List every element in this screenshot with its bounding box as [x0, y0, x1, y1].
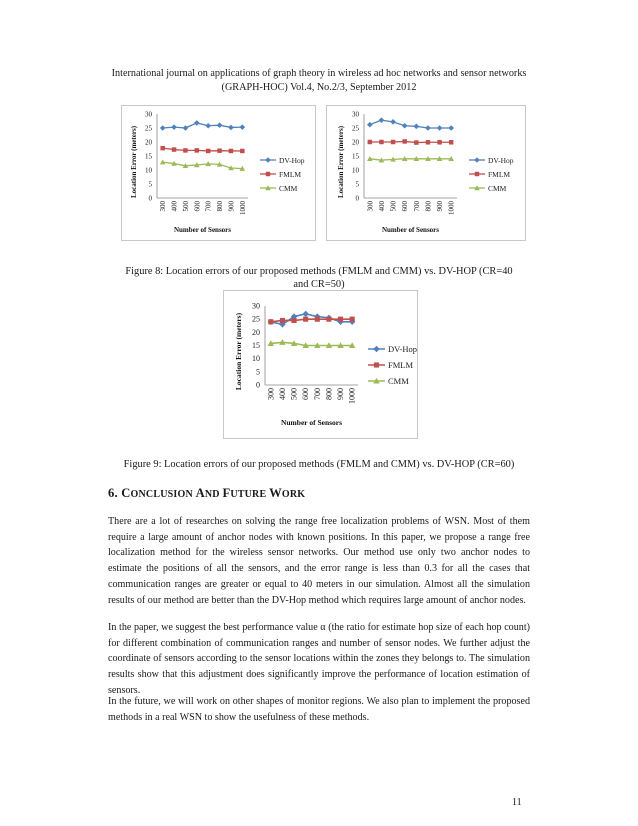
chart-svg: [224, 291, 417, 438]
x-tick-label: 700: [204, 201, 213, 212]
x-tick-label: 900: [436, 201, 445, 212]
y-tick-label: 25: [352, 124, 359, 133]
data-point-fmlm: [338, 317, 343, 322]
legend-label-dvhop: DV-Hop: [388, 344, 417, 354]
legend-marker-dvhop: [474, 157, 480, 163]
data-point-fmlm: [437, 140, 441, 144]
data-point-dvhop: [205, 123, 211, 129]
data-point-fmlm: [402, 139, 406, 143]
legend-label-fmlm: FMLM: [388, 360, 414, 370]
figure-8-caption-line-2: and CR=50): [293, 279, 345, 290]
figure-8-chart-right: [326, 105, 526, 241]
x-tick-label: 700: [312, 388, 322, 400]
data-point-fmlm: [414, 140, 418, 144]
data-point-fmlm: [217, 148, 221, 152]
data-point-fmlm: [195, 148, 199, 152]
paragraph-1: There are a lot of researches on solving the range free localization problems of WSN. Most of them require a large amount of anchor nodes with known positions. In this paper, we propose a range free localization method for the wireless sensor networks. Our method use only two anchor nodes to estimate the positions of all the sensors, and the error range is less than 0.3 for all the cases that communication ranges are greater or equal to 40 meters in our simulation. Almost all the simulation results of our method are better than the DV-Hop method which requires large amount of anchor nodes.: [108, 516, 530, 606]
chart-svg: [122, 106, 315, 240]
data-point-dvhop: [171, 124, 177, 130]
x-tick-label: 800: [424, 201, 433, 212]
y-tick-label: 20: [252, 327, 260, 337]
x-axis-title: Number of Sensors: [173, 226, 232, 234]
x-axis-title: Number of Sensors: [280, 418, 343, 427]
data-point-fmlm: [391, 140, 395, 144]
y-tick-label: 0: [355, 194, 359, 203]
x-tick-label: 400: [377, 201, 386, 212]
x-tick-label: 1000: [238, 201, 247, 215]
x-tick-label: 600: [401, 201, 410, 212]
data-point-fmlm: [303, 317, 308, 322]
legend-marker-fmlm: [475, 172, 479, 176]
y-tick-label: 30: [145, 110, 152, 119]
data-point-dvhop: [437, 125, 443, 131]
y-tick-label: 30: [252, 301, 260, 311]
legend-label-cmm: CMM: [279, 184, 298, 193]
y-tick-label: 10: [252, 354, 260, 364]
x-tick-label: 500: [289, 388, 299, 400]
running-header: [0, 67, 638, 95]
y-tick-label: 10: [352, 166, 359, 175]
section-number: 6.: [108, 486, 118, 500]
data-point-dvhop: [228, 125, 234, 131]
page-number: 11: [512, 797, 522, 808]
legend-marker-dvhop: [373, 346, 379, 352]
x-tick-label: 1000: [347, 388, 357, 404]
legend-marker-fmlm: [266, 172, 270, 176]
header-line-2: (GRAPH-HOC) Vol.4, No.2/3, September 2012: [221, 82, 417, 93]
data-point-fmlm: [280, 318, 285, 323]
figure-8-caption-line-1: Figure 8: Location errors of our proposed methods (FMLM and CMM) vs. DV-HOP (CR=40: [125, 266, 513, 277]
data-point-dvhop: [390, 119, 396, 125]
y-axis-title: Location Error (meters): [130, 125, 138, 199]
data-point-fmlm: [240, 149, 244, 153]
section-title: CONCLUSION AND FUTURE WORK: [121, 486, 306, 500]
y-tick-label: 20: [145, 138, 152, 147]
legend-label-cmm: CMM: [488, 184, 507, 193]
data-point-dvhop: [240, 124, 246, 130]
y-tick-label: 20: [352, 138, 359, 147]
y-axis-title: Location Error (meters): [337, 125, 345, 199]
figure-9-caption: [108, 458, 530, 471]
data-point-fmlm: [326, 317, 331, 322]
y-tick-label: 5: [148, 180, 152, 189]
data-point-fmlm: [368, 140, 372, 144]
x-tick-label: 300: [266, 388, 276, 400]
y-tick-label: 25: [145, 124, 152, 133]
y-tick-label: 5: [256, 367, 260, 377]
x-tick-label: 600: [301, 388, 311, 400]
x-tick-label: 300: [159, 201, 168, 212]
x-tick-label: 500: [181, 201, 190, 212]
x-tick-label: 900: [227, 201, 236, 212]
figure-9-caption-text: Figure 9: Location errors of our proposed methods (FMLM and CMM) vs. DV-HOP (CR=60): [123, 459, 515, 470]
data-point-fmlm: [379, 140, 383, 144]
legend-label-dvhop: DV-Hop: [279, 156, 305, 165]
x-tick-label: 800: [324, 388, 334, 400]
y-tick-label: 15: [352, 152, 359, 161]
data-point-dvhop: [425, 125, 431, 131]
x-tick-label: 300: [366, 201, 375, 212]
y-axis-title: Location Error (meters): [234, 312, 243, 391]
x-axis-title: Number of Sensors: [381, 226, 440, 234]
y-tick-label: 5: [355, 180, 359, 189]
data-point-dvhop: [414, 124, 420, 130]
legend-marker-fmlm: [374, 362, 379, 367]
data-point-fmlm: [268, 319, 273, 324]
figure-9-chart: [223, 290, 418, 439]
y-tick-label: 0: [256, 380, 260, 390]
data-point-fmlm: [292, 318, 297, 323]
paragraph-3: In the future, we will work on other shapes of monitor regions. We also plan to implement the proposed methods in a real WSN to show the usefulness of these methods.: [108, 696, 530, 723]
y-tick-label: 10: [145, 166, 152, 175]
x-tick-label: 400: [277, 388, 287, 400]
data-point-fmlm: [229, 149, 233, 153]
x-tick-label: 700: [412, 201, 421, 212]
x-tick-label: 600: [193, 201, 202, 212]
y-tick-label: 15: [252, 341, 260, 350]
y-tick-label: 30: [352, 110, 359, 119]
x-tick-label: 900: [336, 388, 346, 400]
section-heading: [108, 486, 305, 501]
x-tick-label: 400: [170, 201, 179, 212]
y-tick-label: 15: [145, 152, 152, 161]
data-point-fmlm: [350, 317, 355, 322]
paragraph-2: In the paper, we suggest the best performance value α (the ratio for estimate hop size of each hop count) for different combination of communication ranges and number of sensor nodes. We further adjust the coordinate of sensors according to the sensor locations within the zones they belongs to. The simulation results show that this adjustment does significantly improve the performance of location estimation of sensors.: [108, 622, 530, 696]
data-point-dvhop: [448, 125, 454, 131]
data-point-fmlm: [160, 146, 164, 150]
legend-label-dvhop: DV-Hop: [488, 156, 514, 165]
y-tick-label: 25: [252, 314, 260, 324]
data-point-dvhop: [302, 311, 308, 317]
legend-label-fmlm: FMLM: [488, 170, 511, 179]
figure-8-caption: [108, 265, 530, 291]
data-point-fmlm: [315, 317, 320, 322]
legend-label-fmlm: FMLM: [279, 170, 302, 179]
header-line-1: International journal on applications of graph theory in wireless ad hoc networks and sensor networks: [111, 68, 527, 79]
legend-marker-dvhop: [265, 157, 271, 163]
data-point-dvhop: [217, 122, 223, 128]
x-tick-label: 1000: [447, 201, 456, 215]
x-tick-label: 800: [216, 201, 225, 212]
data-point-fmlm: [206, 149, 210, 153]
chart-svg: [327, 106, 525, 240]
y-tick-label: 0: [148, 194, 152, 203]
data-point-dvhop: [160, 125, 166, 131]
legend-label-cmm: CMM: [388, 376, 409, 386]
data-point-fmlm: [172, 147, 176, 151]
figure-8-chart-left: [121, 105, 316, 241]
data-point-dvhop: [194, 120, 200, 126]
data-point-fmlm: [449, 140, 453, 144]
data-point-fmlm: [426, 140, 430, 144]
data-point-dvhop: [402, 123, 408, 129]
data-point-dvhop: [183, 125, 189, 131]
x-tick-label: 500: [389, 201, 398, 212]
data-point-dvhop: [379, 117, 385, 123]
data-point-fmlm: [183, 148, 187, 152]
data-point-dvhop: [367, 122, 373, 128]
